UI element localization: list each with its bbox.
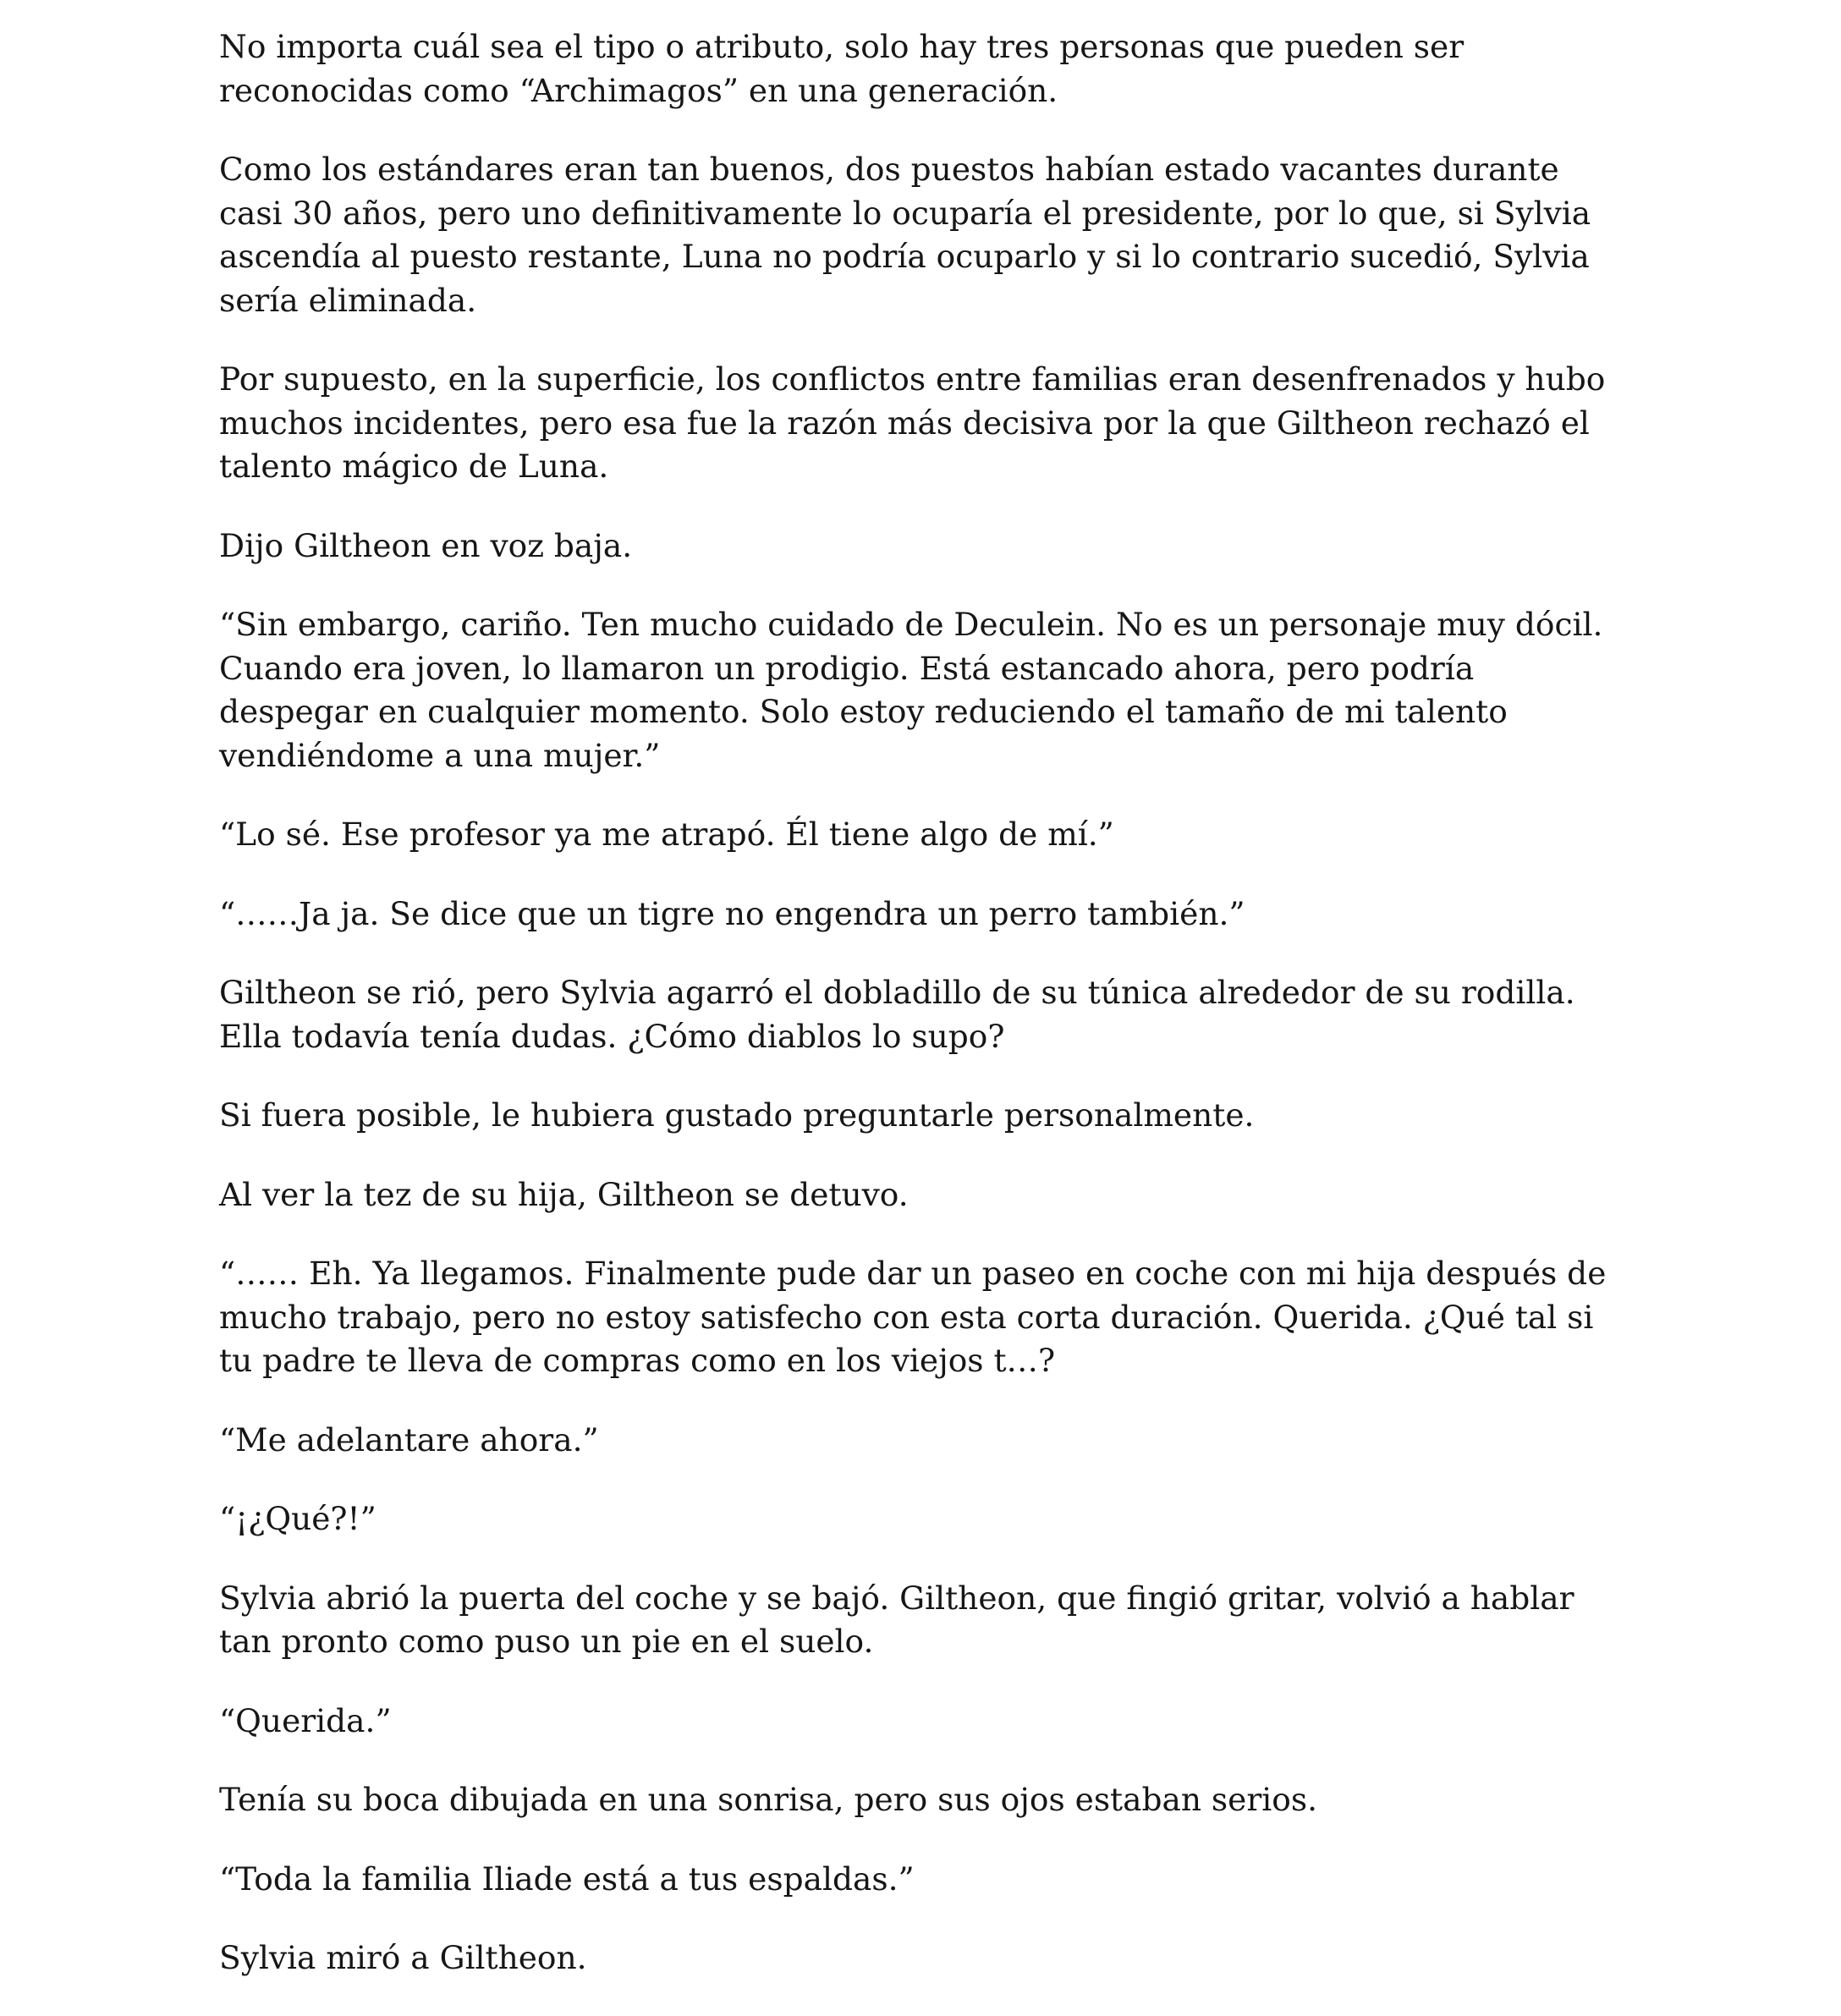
paragraph: “Me adelantare ahora.” [219,1420,599,1458]
paragraph: Giltheon se rió, pero Sylvia agarró el dobladillo de su túnica alrededor de su rodilla. Ella todavía tenía dudas. ¿Cómo diablos lo supo? [219,974,1575,1055]
paragraph: No importa cuál sea el tipo o atributo, solo hay tres personas que pueden ser reconocidas como “Archimagos” en una generación. [219,28,1465,109]
paragraph: “Lo sé. Ese profesor ya me atrapó. Él tiene algo de mí.” [219,816,1114,853]
paragraph: Como los estándares eran tan buenos, dos puestos habían estado vacantes durante casi 30 años, pero uno definitivamente lo ocuparía el presidente, por lo que, si Sylvia ascendía al puesto restante, Luna no podría ocuparlo y si lo contrario sucedió, Sylvia sería eliminada. [219,151,1591,319]
paragraph: “Querida.” [219,1701,392,1739]
paragraph: Sylvia miró a Giltheon. [219,1939,587,1976]
paragraph: Dijo Giltheon en voz baja. [219,526,633,564]
paragraph: “……Ja ja. Se dice que un tigre no engendra un perro también.” [219,894,1245,932]
paragraph: Sylvia abrió la puerta del coche y se bajó. Giltheon, que fingió gritar, volvió a hablar tan pronto como puso un pie en el suelo. [219,1579,1574,1660]
paragraph: Tenía su boca dibujada en una sonrisa, pero sus ojos estaban serios. [219,1781,1318,1818]
paragraph: “Toda la familia Iliade está a tus espaldas.” [219,1859,915,1898]
document-page [219,25,1624,2016]
paragraph: Al ver la tez de su hija, Giltheon se detuvo. [219,1175,909,1213]
paragraph: Si fuera posible, le hubiera gustado preguntarle personalmente. [219,1096,1255,1134]
paragraph: “Sin embargo, cariño. Ten mucho cuidado de Deculein. No es un personaje muy dócil. Cuando era joven, lo llamaron un prodigio. Está estancado ahora, pero podría despegar en cualquier momento. Solo estoy reduciendo el tamaño de mi talento vendiéndome a una mujer.” [219,606,1603,774]
paragraph: “¡¿Qué?!” [219,1500,376,1537]
paragraph: Por supuesto, en la superficie, los conflictos entre familias eran desenfrenados y hubo muchos incidentes, pero esa fue la razón más decisiva por la que Giltheon rechazó el talento mágico de Luna. [219,360,1606,485]
paragraph: “…… Eh. Ya llegamos. Finalmente pude dar un paseo en coche con mi hija después de mucho trabajo, pero no estoy satisfecho con esta corta duración. Querida. ¿Qué tal si tu padre te lleva de compras como en los viejos t…? [219,1255,1607,1379]
